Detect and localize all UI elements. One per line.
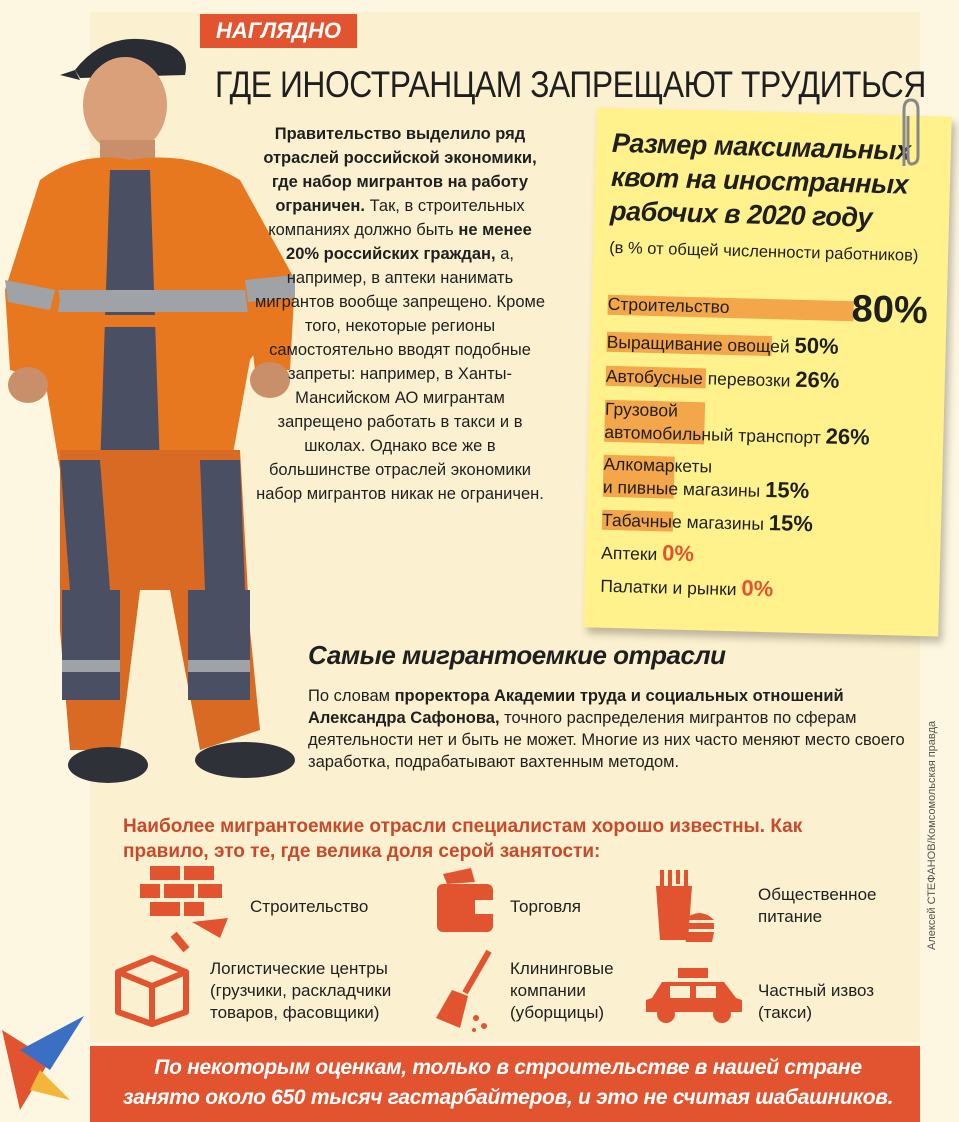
quota-row <box>606 330 838 359</box>
lead-bold-2: не менее 20% российских граждан, <box>286 221 532 263</box>
paperclip-icon <box>896 96 924 172</box>
section-title: Самые мигрантоемкие отрасли <box>308 640 726 670</box>
quota-value: 80% <box>851 288 929 333</box>
lead-text <box>255 122 545 506</box>
quota-value: 15% <box>768 510 814 537</box>
section-text-2: точного распределения мигрантов по сферам деятельности нет и быть не может. Многие из них часто меняют место своего заработка, подрабатывают вахтенным методом. <box>308 709 905 771</box>
quota-label-line-1: Алкомаркеты <box>603 453 713 477</box>
quota-row <box>607 293 729 318</box>
quota-row <box>600 574 773 602</box>
box-icon <box>112 952 192 1028</box>
quota-value: 0% <box>741 575 774 602</box>
bricks-trowel-icon <box>140 862 232 952</box>
category-label: Торговля <box>510 897 582 916</box>
page-title: ГДЕ ИНОСТРАНЦАМ ЗАПРЕЩАЮТ ТРУДИТЬСЯ <box>215 64 926 105</box>
section-tag: НАГЛЯДНО <box>200 14 357 48</box>
footer-text: По некоторым оценкам, только в строительстве в нашей стране занято около 650 тысяч гастарбайтеров, и это не считая шабашников. <box>122 1056 894 1109</box>
quota-label: Выращивание овощей <box>606 331 790 357</box>
quota-label-line-2: автомобильный транспорт <box>604 421 822 448</box>
lead-bold-1: Правительство выделило ряд отраслей российской экономики, где набор мигрантов на работу ограничен. <box>263 125 537 215</box>
category-label: Клининговые компании (уборщицы) <box>510 959 614 1022</box>
quota-value: 0% <box>661 540 695 567</box>
quota-label: Строительство <box>607 293 730 317</box>
quota-row <box>601 541 694 566</box>
broom-icon <box>430 948 502 1034</box>
quota-note <box>583 107 951 636</box>
quota-label: Автобусные перевозки <box>605 365 791 391</box>
quota-label-line-2: и пивные магазины <box>602 476 761 501</box>
quota-row <box>604 398 870 450</box>
category-label: Строительство <box>250 897 369 916</box>
quota-title: Размер максимальных квот на иностранных рабочих в 2020 году <box>609 127 911 233</box>
category-label: Общественное питание <box>758 885 877 926</box>
quota-label: Аптеки <box>600 542 658 565</box>
quota-value: 50% <box>794 332 839 359</box>
section-bold: проректора Академии труда и социальных отношений Александра Сафонова, <box>308 687 844 727</box>
quota-label: Палатки и рынки <box>600 575 737 600</box>
lead-text-1: Так, в строительных компаниях должно быть <box>268 197 525 239</box>
quota-value: 26% <box>825 423 871 450</box>
wallet-icon <box>435 866 497 936</box>
quota-row <box>602 508 813 537</box>
quota-label: Табачные магазины <box>601 509 765 534</box>
quota-row <box>603 453 810 503</box>
category-label: Логистические центры (грузчики, раскладчики товаров, фасовщики) <box>210 959 392 1022</box>
quota-subtitle: (в % от общей численности работников) <box>608 238 919 265</box>
bird-logo-icon <box>0 1010 86 1120</box>
photo-credit: Алексей СТЕФАНОВ/Комсомольская правда <box>926 720 938 950</box>
category-label: Частный извоз (такси) <box>758 981 875 1022</box>
quota-label-line-1: Грузовой <box>604 398 679 421</box>
section-text <box>308 685 908 773</box>
quota-value: 26% <box>795 366 840 393</box>
lead-text-2: а, например, в аптеки нанимать мигрантов вообще запрещено. Кроме того, некоторые регионы самостоятельно вводят подобные запреты: например, в Ханты-Мансийском АО мигрантам запрещено работать в такси и в школах. Однако все же в большинстве отраслей экономики набор мигрантов никак не ограничен. <box>255 245 546 503</box>
categories-heading: Наиболее мигрантоемкие отрасли специалистам хорошо известны. Как правило, это те, где велика доля серой занятости: <box>123 816 803 862</box>
quota-row <box>606 364 840 393</box>
taxi-icon <box>642 968 746 1024</box>
section-text-1: По словам <box>308 687 390 705</box>
fastfood-icon <box>654 870 716 948</box>
quota-value: 15% <box>764 476 810 504</box>
